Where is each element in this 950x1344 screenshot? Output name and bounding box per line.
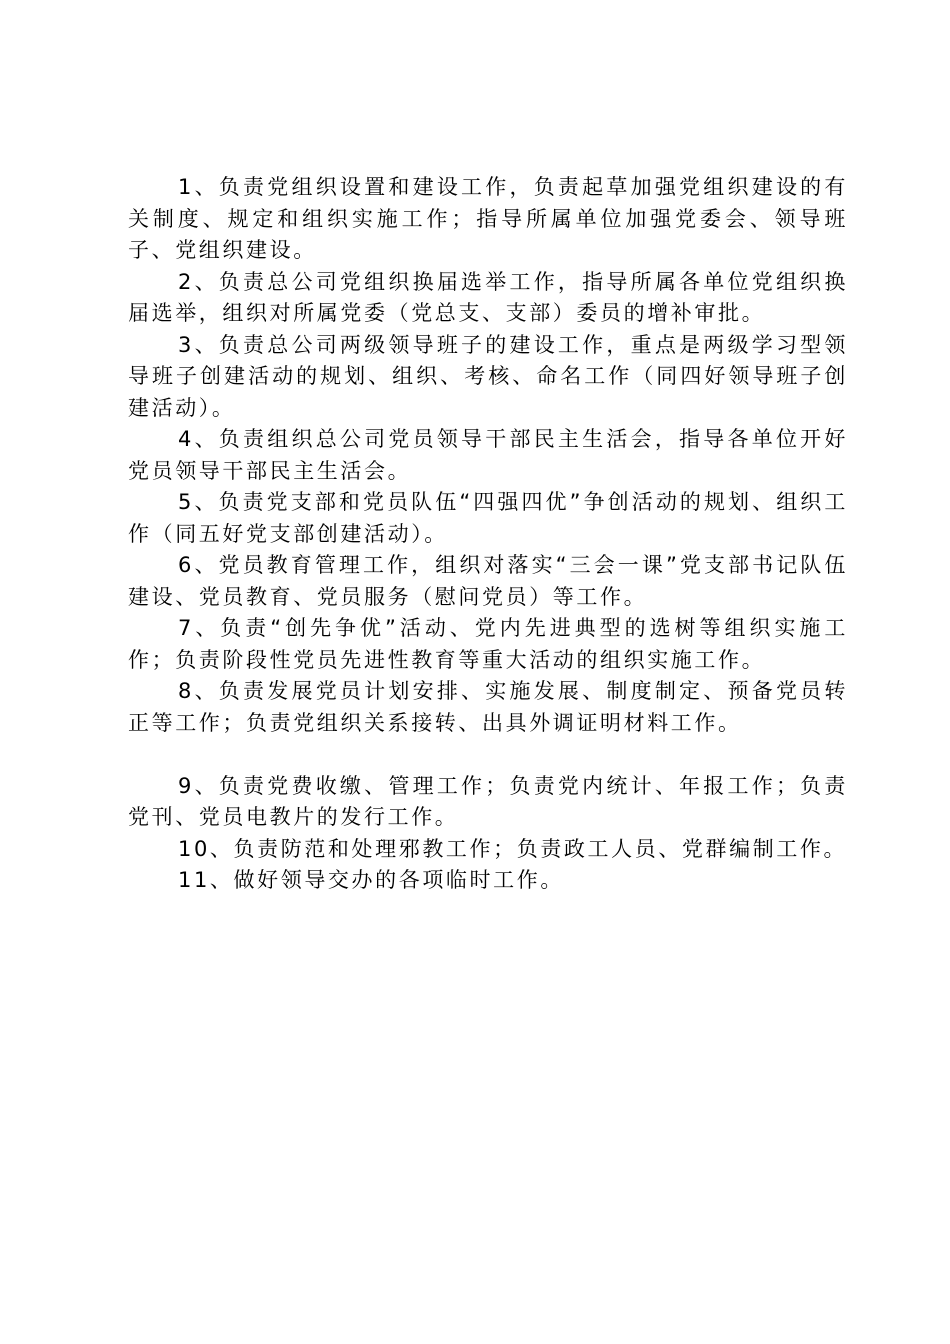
- paragraph-6: 6、党员教育管理工作，组织对落实“三会一课”党支部书记队伍建设、党员教育、党员服务（慰问党员）等工作。: [128, 553, 848, 609]
- paragraph-3: 3、负责总公司两级领导班子的建设工作，重点是两级学习型领导班子创建活动的规划、组织、考核、命名工作（同四好领导班子创建活动）。: [128, 332, 848, 420]
- paragraph-8: 8、负责发展党员计划安排、实施发展、制度制定、预备党员转正等工作；负责党组织关系接转、出具外调证明材料工作。: [128, 679, 848, 735]
- paragraph-9: 9、负责党费收缴、管理工作；负责党内统计、年报工作；负责党刊、党员电教片的发行工作。: [128, 773, 848, 829]
- paragraph-1: 1、负责党组织设置和建设工作，负责起草加强党组织建设的有关制度、规定和组织实施工作；指导所属单位加强党委会、领导班子、党组织建设。: [128, 175, 848, 262]
- document-body: [128, 172, 848, 897]
- paragraph-5: 5、负责党支部和党员队伍“四强四优”争创活动的规划、组织工作（同五好党支部创建活动）。: [128, 490, 848, 546]
- paragraph-2: 2、负责总公司党组织换届选举工作，指导所属各单位党组织换届选举，组织对所属党委（党总支、支部）委员的增补审批。: [128, 269, 848, 325]
- paragraph-10: 10、负责防范和处理邪教工作；负责政工人员、党群编制工作。: [178, 836, 848, 861]
- paragraph-11: 11、做好领导交办的各项临时工作。: [178, 868, 564, 892]
- paragraph-4: 4、负责组织总公司党员领导干部民主生活会，指导各单位开好党员领导干部民主生活会。: [128, 427, 848, 483]
- paragraph-7: 7、负责“创先争优”活动、党内先进典型的选树等组织实施工作；负责阶段性党员先进性教育等重大活动的组织实施工作。: [128, 616, 848, 672]
